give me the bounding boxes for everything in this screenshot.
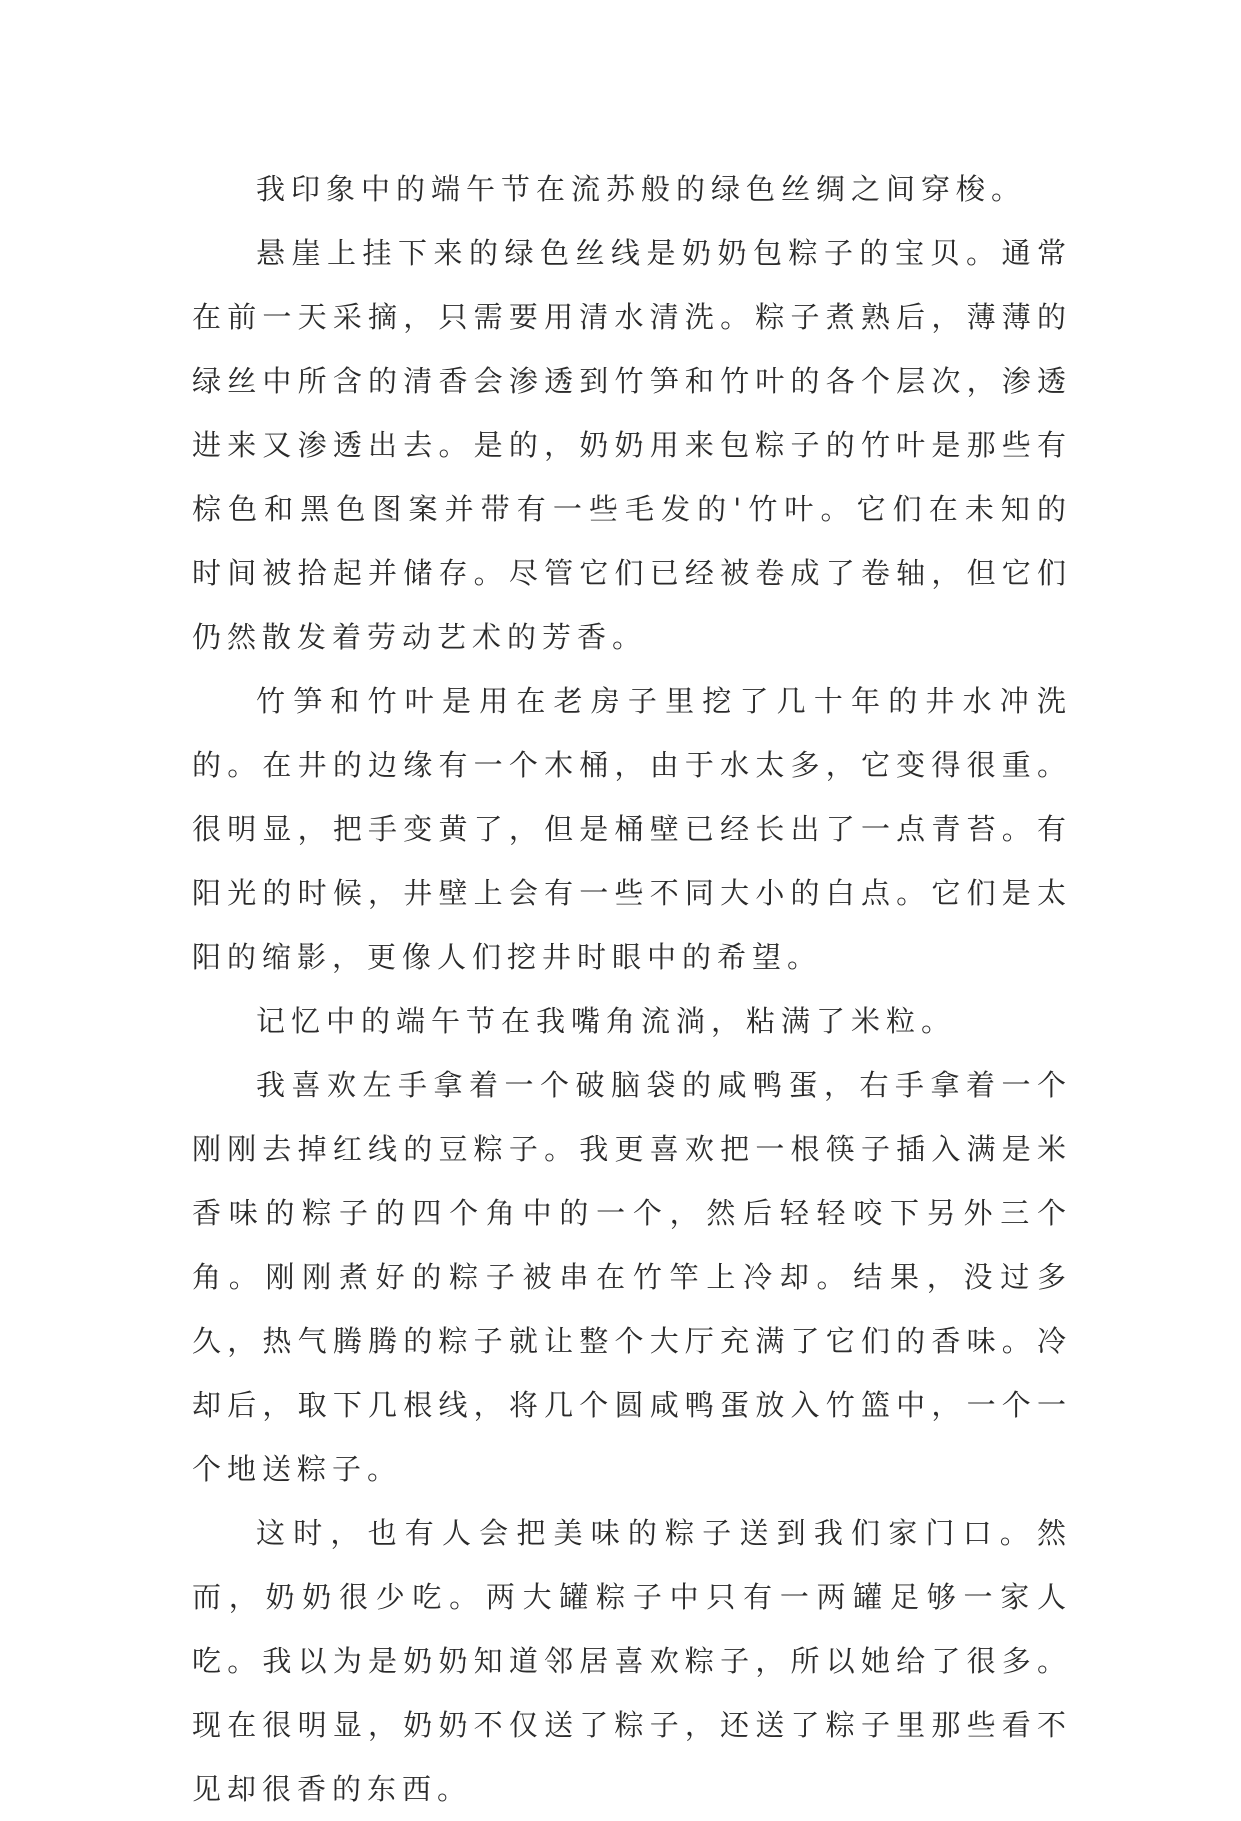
paragraph-6: 这时，也有人会把美味的粽子送到我们家门口。然而，奶奶很少吃。两大罐粽子中只有一两罐足够一家人吃。我以为是奶奶知道邻居喜欢粽子，所以她给了很多。现在很明显，奶奶不仅送了粽子，还送了粽子里那些看不见却很香的东西。	[192, 1516, 1072, 1806]
paragraph-4: 记忆中的端午节在我嘴角流淌，粘满了米粒。	[256, 1004, 957, 1038]
document-body	[192, 157, 1072, 1821]
paragraph-5: 我喜欢左手拿着一个破脑袋的咸鸭蛋，右手拿着一个刚刚去掉红线的豆粽子。我更喜欢把一根筷子插入满是米香味的粽子的四个角中的一个，然后轻轻咬下另外三个角。刚刚煮好的粽子被串在竹竿上冷却。结果，没过多久，热气腾腾的粽子就让整个大厅充满了它们的香味。冷却后，取下几根线，将几个圆咸鸭蛋放入竹篮中，一个一个地送粽子。	[192, 1068, 1072, 1486]
paragraph-1: 我印象中的端午节在流苏般的绿色丝绸之间穿梭。	[256, 172, 1027, 206]
paragraph-2: 悬崖上挂下来的绿色丝线是奶奶包粽子的宝贝。通常在前一天采摘，只需要用清水清洗。粽子煮熟后，薄薄的绿丝中所含的清香会渗透到竹笋和竹叶的各个层次，渗透进来又渗透出去。是的，奶奶用来包粽子的竹叶是那些有棕色和黑色图案并带有一些毛发的'竹叶。它们在未知的时间被拾起并储存。尽管它们已经被卷成了卷轴，但它们仍然散发着劳动艺术的芳香。	[192, 236, 1072, 654]
paragraph-3: 竹笋和竹叶是用在老房子里挖了几十年的井水冲洗的。在井的边缘有一个木桶，由于水太多，它变得很重。很明显，把手变黄了，但是桶壁已经长出了一点青苔。有阳光的时候，井壁上会有一些不同大小的白点。它们是太阳的缩影，更像人们挖井时眼中的希望。	[192, 684, 1072, 974]
